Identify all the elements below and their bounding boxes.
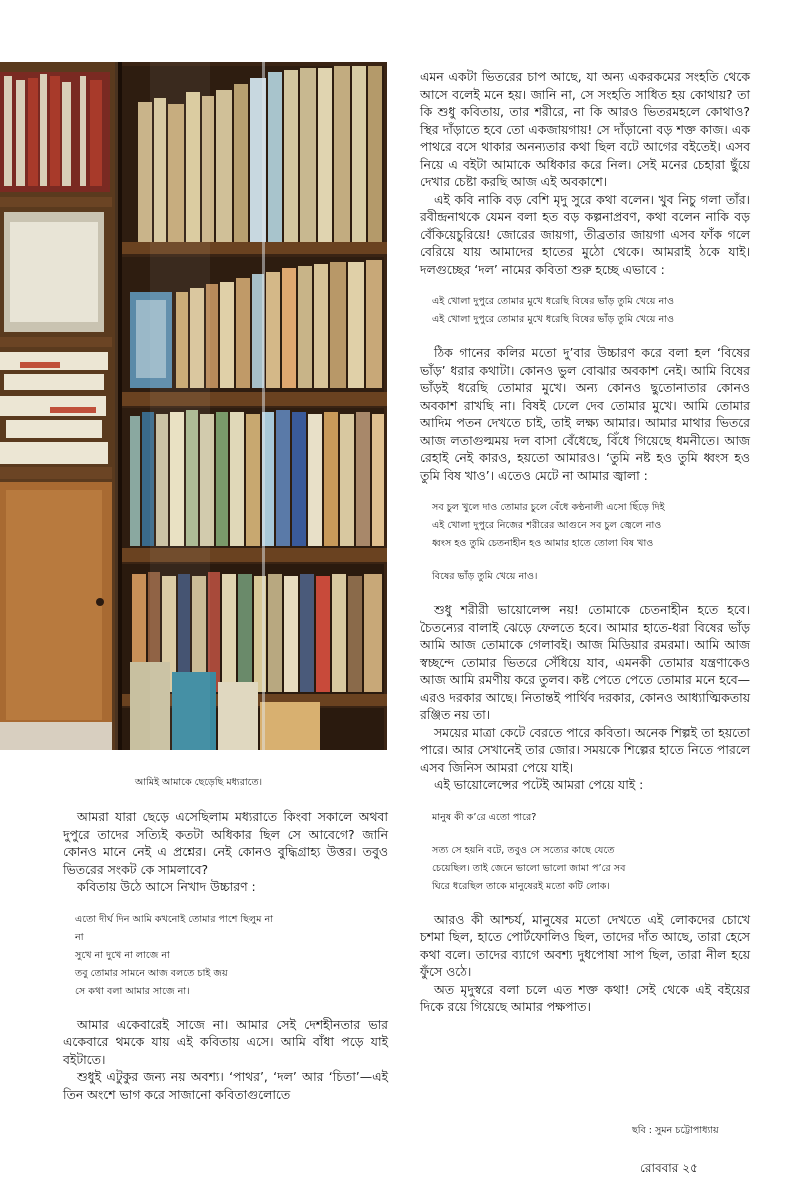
verse-line: এতো দীর্ঘ দিন আমি কখনোই তোমার পাশে ছিলুম না: [75, 913, 274, 925]
left-column: [63, 808, 388, 1103]
verse-line: ধ্বংস হও তুমি চেতনাহীন হও আমার হাতে তোলা বিষ খাও: [432, 538, 654, 549]
poem-excerpt: [63, 911, 388, 1001]
paragraph: শুধু শরীরী ভায়োলেন্স নয়! তোমাকে চেতনাহীন হতে হবে। চৈতন্যের বালাই ঝেড়ে ফেলতে হবে। আমার হাতে-ধরা বিষের ভাঁড় আমি আজ তোমাকে গেলাবই। আজ মিডিয়ার রমরমা। আমি আজ স্বচ্ছন্দে তোমার ভিতরে সেঁধিয়ে যাব, এমনকী তোমার যন্ত্রণাকেও আজ আমি রমণীয় করে তুলব। কষ্ট পেতে পেতে তোমার মনে হবে—এরও দরকার আছে। নিতান্তই পার্থিব দরকার, কোনও আধ্যাত্মিকতায় রঞ্জিত নয় তা।: [420, 602, 750, 722]
verse-line: না: [75, 931, 84, 943]
verse-line: বিষের ভাঁড় তুমি খেয়ে নাও।: [432, 571, 538, 582]
photo-caption: আমিই আমাকে ছেড়েছি মধ্যরাতে।: [135, 777, 263, 788]
verse-line: এই খোলা দুপুরে তোমার মুখে ধরেছি বিষের ভাঁড় তুমি খেয়ে নাও: [432, 314, 675, 325]
paragraph: শুধুই এটুকুর জন্য নয় অবশ্য। ‘পাথর’, ‘দল’ আর ‘চিতা’—এই তিন অংশে ভাগ করে সাজানো কবিতাগুলোতে: [63, 1069, 388, 1102]
paragraph: আমরা যারা ছেড়ে এসেছিলাম মধ্যরাতে কিংবা সকালে অথবা দুপুরে তাদের সত্যিই কতটা অধিকার ছিল সে আবেগে? জানি কোনও মানে নেই এ প্রশ্নের। নেই কোনও বুদ্ধিগ্রাহ্য উত্তর। তবুও ভিতরের সংকট কে সামলাবে?: [63, 809, 388, 877]
paragraph: আমার একেবারেই সাজে না। আমার সেই দেশহীনতার ভার একেবারে থমকে যায় এই কবিতায় এসে। আমি বাঁধা পড়ে যাই বইটাতে।: [63, 1016, 388, 1067]
verse-line: সত্য সে হয়নি বটে, তবুও সে সত্যের কাছে যেতে: [432, 844, 615, 856]
page-folio: রোববার ২৫: [640, 1161, 698, 1175]
paragraph: আরও কী আশ্চর্য, মানুষের মতো দেখতে এই লোকদের চোখে চশমা ছিল, হাতে পোর্টফোলিও ছিল, তাদের দাঁত আছে, তারা হেসে কথা বলে। তাদের ব্যাগে অবশ্য দুধপোষা সাপ ছিল, তারা নীল হয়ে ফুঁসে ওঠে।: [420, 911, 750, 979]
right-column: [420, 68, 750, 1016]
poem-excerpt: [420, 809, 750, 896]
paragraph: ঠিক গানের কলির মতো দু’বার উচ্চারণ করে বলা হল ‘বিষের ভাঁড়’ ধরার কথাটা। কোনও ভুল বোঝার অবকাশ নেই। আমি বিষের ভাঁড়ই ধরেছি তোমার মুখে। অন্য কোনও ছুতোনাতার কোনও অবকাশ রাখছি না। বিষই ঢেলে দেব তোমার মুখে। আমি তোমার আদিম পতন দেখতে চাই, তাই লক্ষ্য আমার। আমার মাথার ভিতরে আজ লতাগুল্মময় দল বাসা বেঁধেছে, বিঁধে গিয়েছে ধমনীতে। আজ রেহাই নেই কারও, হয়তো আমারও। ‘তুমি নষ্ট হও তুমি ধ্বংস হও তুমি বিষ খাও’। এতেও মেটে না আমার জ্বালা :: [420, 345, 750, 483]
bookshelf-photo: [0, 62, 387, 750]
paragraph: সময়ের মাত্রা কেটে বেরতে পারে কবিতা। অনেক শিল্পই তা হয়তো পারে। আর সেখানেই তার জোর। সময়কে শিল্পের হাতে নিতে পারলে এসব জিনিস আমরা পেয়ে যাই।: [420, 724, 750, 775]
verse-line: এই খোলা দুপুরে নিজের শরীরের আগুনে সব চুল জ্বেলে নাও: [432, 520, 662, 531]
verse-line: সব চুল খুলে দাও তোমার চুলে বেঁধে কণ্ঠনালী এসো ছিঁড়ে দিই: [432, 502, 665, 513]
paragraph: কবিতায় উঠে আসে নিখাদ উচ্চারণ :: [77, 879, 256, 894]
paragraph: অত মৃদুস্বরে বলা চলে এত শক্ত কথা! সেই থেকে এই বইয়ের দিকে রয়ে গিয়েছে আমার পক্ষপাত।: [420, 981, 750, 1014]
paragraph: এই ভায়োলেন্সের পটেই আমরা পেয়ে যাই :: [434, 777, 644, 792]
poem-excerpt: [420, 499, 750, 586]
verse-line: সে কথা বলা আমার সাজে না।: [75, 985, 190, 997]
verse-line: সুখে না দুখে না লাজে না: [75, 949, 170, 961]
photo-credit: ছবি : সুমন চট্টোপাধ্যায়: [632, 1125, 719, 1136]
paragraph: এমন একটা ভিতরের চাপ আছে, যা অন্য একরকমের সংহতি থেকে আসে বলেই মনে হয়। জানি না, সে সংহতি সাধিত হয় কোথায়? তা কি শুধু কবিতায়, তার শরীরে, না কি আরও ভিতরমহলে কোথাও? স্থির দাঁড়াতে হবে তো একজায়গায়! সে দাঁড়ানো বড় শক্ত কাজ। এক পাথরে বসে থাকার অনন্যতার কথা ছিল বটে আগের বইতেই। এসব নিয়ে এ বইটা আমাকে অধিকার করে নিল। সেই মনের চেহারা ছুঁয়ে দেখার চেষ্টা করছি আজ এই অবকাশে।: [420, 69, 750, 189]
verse-line: ঘিরে ধরেছিল তাকে মানুষেরই মতো কটি লোক।: [432, 880, 610, 892]
verse-line: তবু তোমার সামনে আজ বলতে চাই জয়: [75, 967, 228, 979]
verse-line: এই খোলা দুপুরে তোমার মুখে ধরেছি বিষের ভাঁড় তুমি খেয়ে নাও: [432, 296, 675, 307]
poem-excerpt: [420, 293, 750, 329]
verse-line: চেয়েছিল। তাই জেনে ভালো ভালো জামা প’রে সব: [432, 862, 626, 874]
paragraph: এই কবি নাকি বড় বেশি মৃদু সুরে কথা বলেন। খুব নিচু গলা তাঁর। রবীন্দ্রনাথকে যেমন বলা হত বড় কল্পনাপ্রবণ, কথা বলেন নাকি বড় বেঁকিয়েচুরিয়ে! জোরের জায়গা, তীব্রতার জায়গা এসব ফাঁক গলে বেরিয়ে যায় আমাদের হাতের মুঠো থেকে। আমরাই ঠকে যাই। দলগুচ্ছের ‘দল’ নামের কবিতা শুরু হচ্ছে এভাবে :: [420, 191, 750, 277]
verse-line: মানুষ কী ক’রে এতো পারে?: [432, 811, 537, 823]
